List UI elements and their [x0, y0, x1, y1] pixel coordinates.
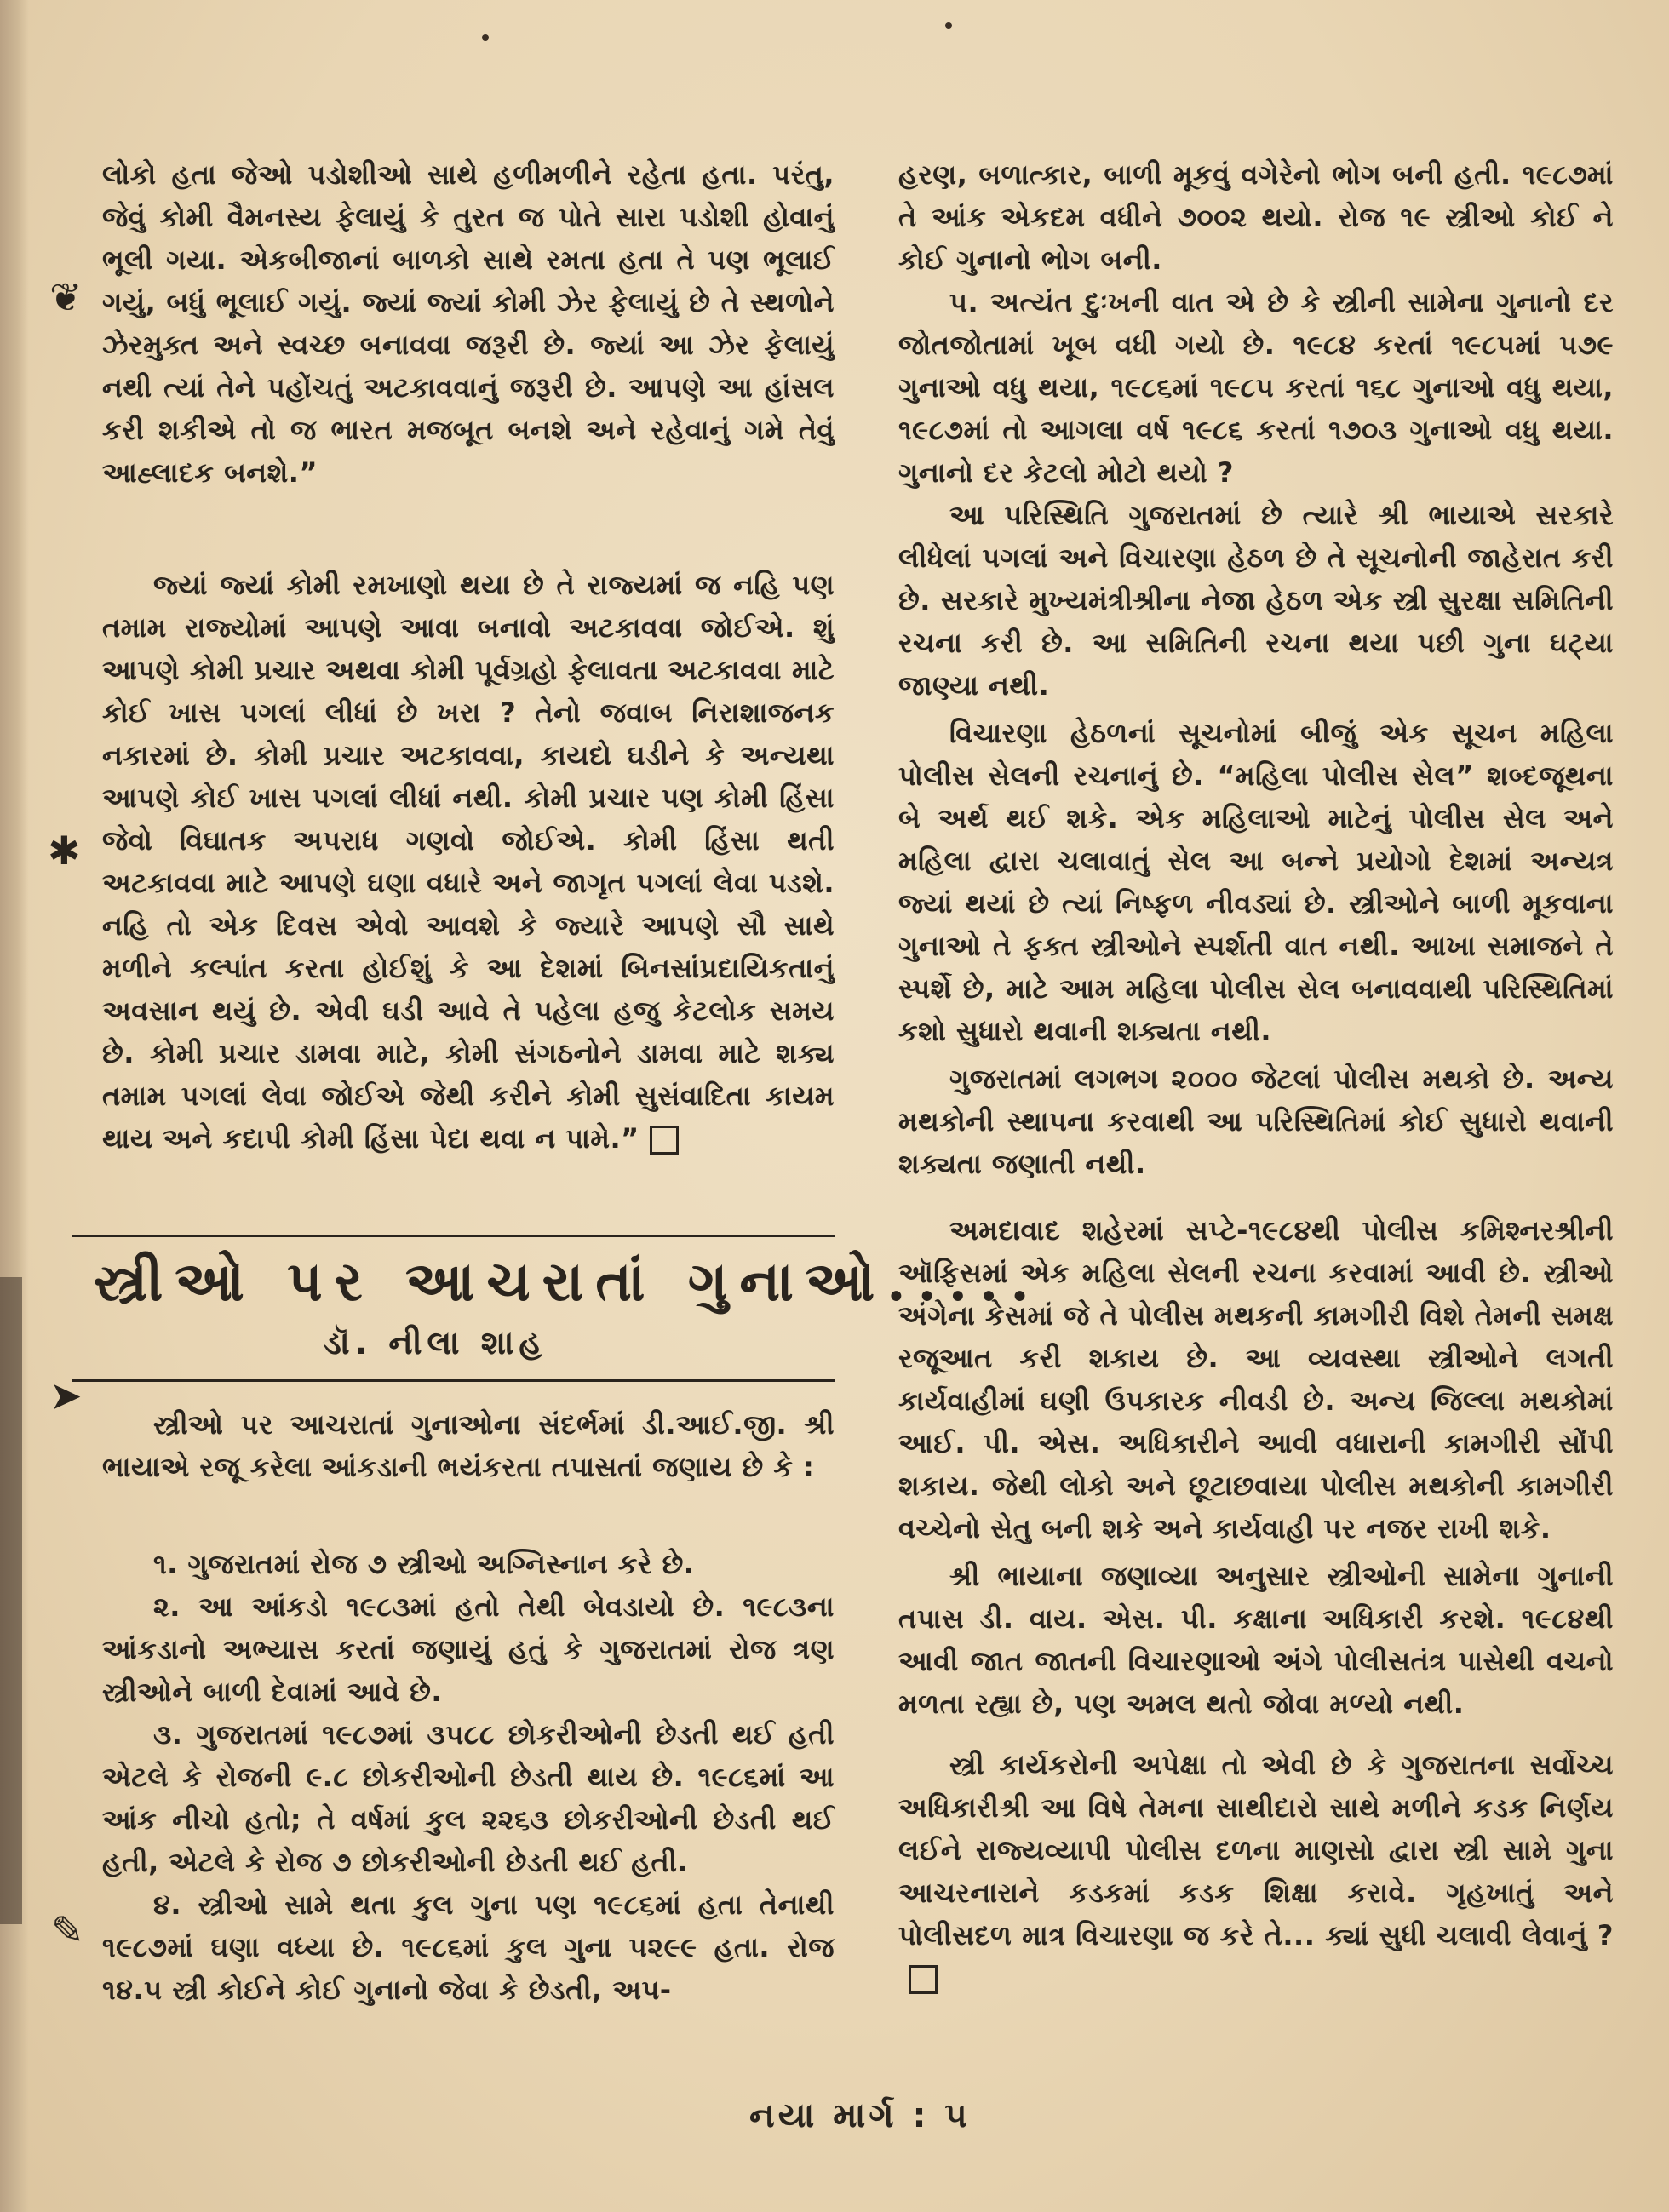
- paragraph: સ્ત્રી કાર્યકરોની અપેક્ષા તો એવી છે કે ગુજરાતના સર્વોચ્ચ અધિકારીશ્રી આ વિષે તેમના સાથીદારો સાથે મળીને કડક નિર્ણય લઈને રાજ્યવ્યાપી પોલીસ દળના માણસો દ્વારા સ્ત્રી સામે ગુના આચરનારાને કડકમાં કડક શિક્ષા કરાવે. ગૃહખાતું અને પોલીસદળ માત્ર વિચારણા જ કરે તે... ક્યાં સુધી ચલાવી લેવાનું ?: [898, 1749, 1614, 1951]
- article-top-rule: [72, 1235, 834, 1237]
- ink-speck: [482, 34, 489, 41]
- page-footer: નયા માર્ગ : ૫: [749, 2096, 971, 2135]
- paragraph: શ્રી ભાયાના જણાવ્યા અનુસાર સ્ત્રીઓની સામેના ગુનાની તપાસ ડી. વાય. એસ. પી. કક્ષાના અધિકારી કરશે. ૧૯૮૪થી આવી જાત જાતની વિચારણાઓ અંગે પોલીસતંત્ર પાસેથી વચનો મળતા રહ્યા છે, પણ અમલ થતો જોવા મળ્યો નથી.: [898, 1560, 1614, 1720]
- margin-mark: ✎: [51, 1907, 84, 1953]
- margin-mark: ❦: [49, 274, 83, 320]
- paragraph: જ્યાં જ્યાં કોમી રમખાણો થયા છે તે રાજ્યમાં જ નહિ પણ તમામ રાજ્યોમાં આપણે આવા બનાવો અટકાવવા જોઈએ. શું આપણે કોમી પ્રચાર અથવા કોમી પૂર્વગ્રહો ફેલાવતા અટકાવવા માટે કોઈ ખાસ પગલાં લીધાં છે ખરા ? તેનો જવાબ નિરાશાજનક નકારમાં છે. કોમી પ્રચાર અટકાવવા, કાયદો ઘડીને કે અન્યથા આપણે કોઈ ખાસ પગલાં લીધાં નથી. કોમી પ્રચાર પણ કોમી હિંસા જેવો વિઘાતક અપરાધ ગણવો જોઈએ. કોમી હિંસા થતી અટકાવવા માટે આપણે ઘણા વધારે અને જાગૃત પગલાં લેવા પડશે. નહિ તો એક દિવસ એવો આવશે કે જ્યારે આપણે સૌ સાથે મળીને કલ્પાંત કરતા હોઈશું કે આ દેશમાં બિનસાંપ્રદાયિકતાનું અવસાન થયું છે. એવી ઘડી આવે તે પહેલા હજુ કેટલોક સમય છે. કોમી પ્રચાર ડામવા માટે, કોમી સંગઠનોને ડામવા માટે શક્ય તમામ પગલાં લેવા જોઈએ જેથી કરીને કોમી સુસંવાદિતા કાયમ થાય અને કદાપી કોમી હિંસા પેદા થવા ન પામે.”: [102, 569, 834, 1155]
- article-end-marker: [909, 1965, 938, 1994]
- ink-speck: [945, 22, 952, 29]
- paragraph: હરણ, બળાત્કાર, બાળી મૂકવું વગેરેનો ભોગ બની હતી. ૧૯૮૭માં તે આંક એકદમ વધીને ૭૦૦૨ થયો. રોજ ૧૯ સ્ત્રીઓ કોઈ ને કોઈ ગુનાનો ભોગ બની.: [898, 158, 1614, 276]
- margin-mark: ➤: [49, 1372, 83, 1418]
- article-end-marker: [650, 1126, 679, 1155]
- point-1: ૧. ગુજરાતમાં રોજ ૭ સ્ત્રીઓ અગ્નિસ્નાન કરે છે.: [153, 1548, 695, 1580]
- point-4: ૪. સ્ત્રીઓ સામે થતા કુલ ગુના પણ ૧૯૮૬માં હતા તેનાથી ૧૯૮૭માં ઘણા વધ્યા છે. ૧૯૮૬માં કુલ ગુના ૫૨૯૯ હતા. રોજ ૧૪.૫ સ્ત્રી કોઈને કોઈ ગુનાનો જેવા કે છેડતી, અપ-: [102, 1888, 834, 2006]
- paragraph: અમદાવાદ શહેરમાં સપ્ટે-૧૯૮૪થી પોલીસ કમિશ્નરશ્રીની ઑફિસમાં એક મહિલા સેલની રચના કરવામાં આવી છે. સ્ત્રીઓ અંગેના કેસમાં જે તે પોલીસ મથકની કામગીરી વિશે તેમની સમક્ષ રજૂઆત કરી શકાય છે. આ વ્યવસ્થા સ્ત્રીઓને લગતી કાર્યવાહીમાં ઘણી ઉપકારક નીવડી છે. અન્ય જિલ્લા મથકોમાં આઈ. પી. એસ. અધિકારીને આવી વધારાની કામગીરી સોંપી શકાય. જેથી લોકો અને છૂટાછવાયા પોલીસ મથકોની કામગીરી વચ્ચેનો સેતુ બની શકે અને કાર્યવાહી પર નજર રાખી શકે.: [898, 1214, 1614, 1544]
- point-5: ૫. અત્યંત દુઃખની વાત એ છે કે સ્ત્રીની સામેના ગુનાનો દર જોતજોતામાં ખૂબ વધી ગયો છે. ૧૯૮૪ કરતાં ૧૯૮૫માં ૫૭૯ ગુનાઓ વધુ થયા, ૧૯૮૬માં ૧૯૮૫ કરતાં ૧૬૮ ગુનાઓ વધુ થયા, ૧૯૮૭માં તો આગલા વર્ષ ૧૯૮૬ કરતાં ૧૭૦૩ ગુનાઓ વધુ થયા. ગુનાનો દર કેટલો મોટો થયો ?: [898, 286, 1614, 489]
- article-intro-block: [102, 1403, 834, 1488]
- point-3: ૩. ગુજરાતમાં ૧૯૮૭માં ૩૫૮૮ છોકરીઓની છેડતી થઈ હતી એટલે કે રોજની ૯.૮ છોકરીઓની છેડતી થાય છે. ૧૯૮૬માં આ આંક નીચો હતો; તે વર્ષમાં કુલ ૨૨૬૩ છોકરીઓની છેડતી થઈ હતી, એટલે કે રોજ ૭ છોકરીઓની છેડતી થઈ હતી.: [102, 1718, 834, 1878]
- paragraph: લોકો હતા જેઓ પડોશીઓ સાથે હળીમળીને રહેતા હતા. પરંતુ, જેવું કોમી વૈમનસ્ય ફેલાયું કે તુરત જ પોતે સારા પડોશી હોવાનું ભૂલી ગયા. એકબીજાનાં બાળકો સાથે રમતા હતા તે પણ ભૂલાઈ ગયું, બધું ભૂલાઈ ગયું. જ્યાં જ્યાં કોમી ઝેર ફેલાયું છે તે સ્થળોને ઝેરમુક્ત અને સ્વચ્છ બનાવવા જરૂરી છે. જ્યાં આ ઝેર ફેલાયું નથી ત્યાં તેને પહોંચતું અટકાવવાનું જરૂરી છે. આપણે આ હાંસલ કરી શકીએ તો જ ભારત મજબૂત બનશે અને રહેવાનું ગમે તેવું આહ્લાદક બનશે.”: [102, 158, 834, 489]
- article-bottom-rule: [72, 1379, 834, 1382]
- article-title: સ્ત્રીઓ પર આચરાતાં ગુનાઓ.....: [94, 1250, 1041, 1314]
- paragraph: આ પરિસ્થિતિ ગુજરાતમાં છે ત્યારે શ્રી ભાયાએ સરકારે લીધેલાં પગલાં અને વિચારણા હેઠળ છે તે સૂચનોની જાહેરાત કરી છે. સરકારે મુખ્યમંત્રીશ્રીના નેજા હેઠળ એક સ્ત્રી સુરક્ષા સમિતિની રચના કરી છે. આ સમિતિની રચના થયા પછી ગુના ઘટ્યા જાણ્યા નથી.: [898, 499, 1614, 702]
- point-2: ૨. આ આંકડો ૧૯૮૩માં હતો તેથી બેવડાયો છે. ૧૯૮૩ના આંકડાનો અભ્યાસ કરતાં જણાયું હતું કે ગુજરાતમાં રોજ ત્રણ સ્ત્રીઓને બાળી દેવામાં આવે છે.: [102, 1590, 834, 1708]
- continued-article-part1: [102, 153, 834, 494]
- page-edge-shadow: [0, 1277, 22, 1924]
- article-points-block: [102, 1543, 834, 2011]
- page-spine-edge: [0, 0, 29, 2212]
- margin-mark: ✱: [48, 828, 81, 874]
- continued-article-part2: [102, 564, 834, 1160]
- paragraph: ગુજરાતમાં લગભગ ૨૦૦૦ જેટલાં પોલીસ મથકો છે. અન્ય મથકોની સ્થાપના કરવાથી આ પરિસ્થિતિમાં કોઈ સુધારો થવાની શક્યતા જણાતી નથી.: [898, 1063, 1614, 1180]
- article-author: ડૉ. નીલા શાહ: [324, 1324, 548, 1361]
- right-column-text: [898, 153, 1614, 1999]
- paragraph: સ્ત્રીઓ પર આચરાતાં ગુનાઓના સંદર્ભમાં ડી.આઈ.જી. શ્રી ભાયાએ રજૂ કરેલા આંકડાની ભયંકરતા તપાસતાં જણાય છે કે :: [102, 1408, 834, 1483]
- paragraph: વિચારણા હેઠળનાં સૂચનોમાં બીજું એક સૂચન મહિલા પોલીસ સેલની રચનાનું છે. “મહિલા પોલીસ સેલ” શબ્દજૂથના બે અર્થ થઈ શકે. એક મહિલાઓ માટેનું પોલીસ સેલ અને મહિલા દ્વારા ચલાવાતું સેલ આ બન્ને પ્રયોગો દેશમાં અન્યત્ર જ્યાં થયાં છે ત્યાં નિષ્ફળ નીવડ્યાં છે. સ્ત્રીઓને બાળી મૂકવાના ગુનાઓ તે ફક્ત સ્ત્રીઓને સ્પર્શતી વાત નથી. આખા સમાજને તે સ્પર્શે છે, માટે આમ મહિલા પોલીસ સેલ બનાવવાથી પરિસ્થિતિમાં કશો સુધારો થવાની શક્યતા નથી.: [898, 717, 1614, 1047]
